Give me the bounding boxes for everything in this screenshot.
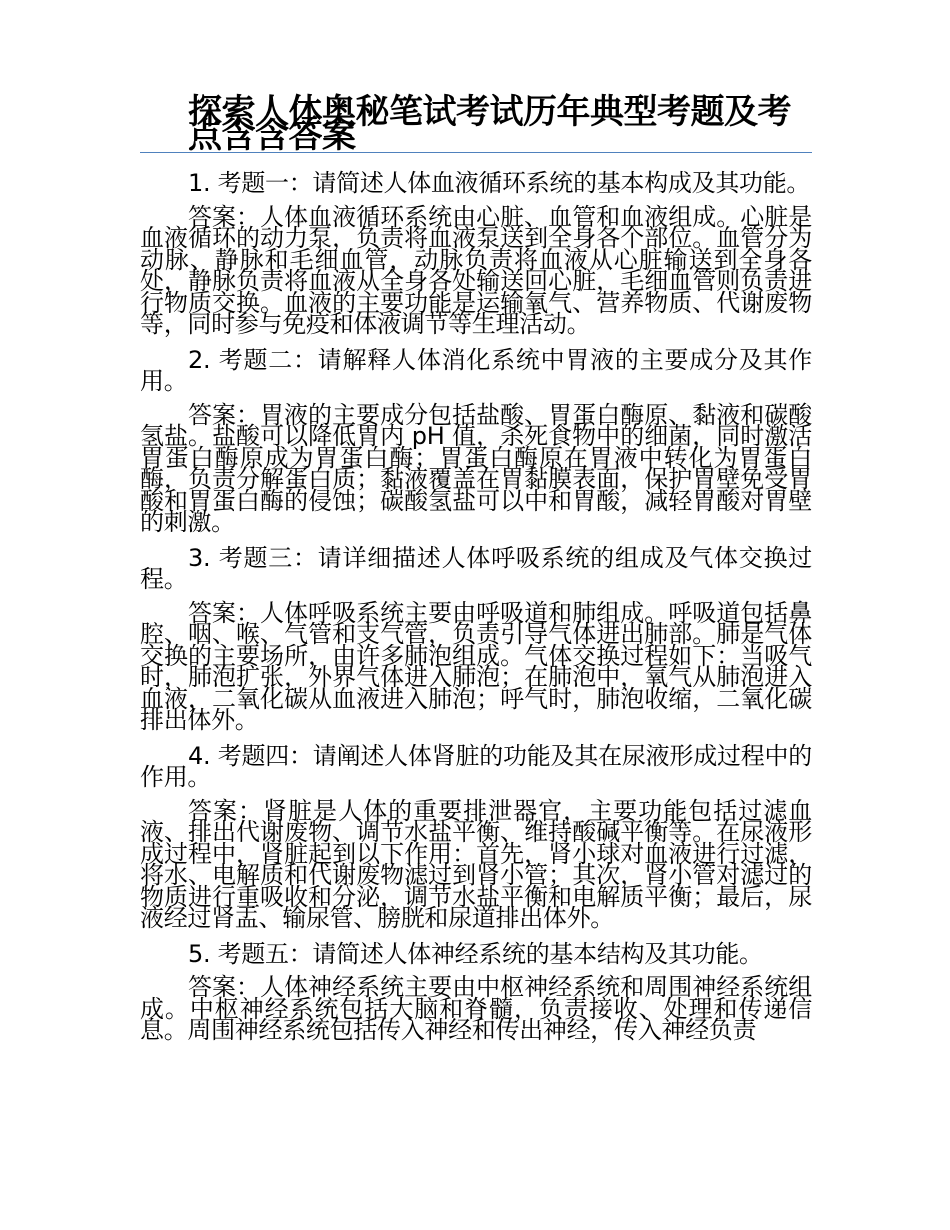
question-3: 3. 考题三：请详细描述人体呼吸系统的组成及气体交换过程。 bbox=[140, 543, 812, 593]
answer-1: 答案：人体血液循环系统由心脏、血管和血液组成。心脏是血液循环的动力泵，负责将血液泵送到全身各个部位。血管分为动脉、静脉和毛细血管，动脉负责将血液从心脏输送到全身各处，静脉负责将血液从全身各处输送回心脏，毛细血管则负责进行物质交换。血液的主要功能是运输氧气、营养物质、代谢废物等，同时参与免疫和体液调节等生理活动。 bbox=[140, 202, 812, 338]
document-page bbox=[140, 92, 812, 1056]
answer-5: 答案：人体神经系统主要由中枢神经系统和周围神经系统组成。中枢神经系统包括大脑和脊髓，负责接收、处理和传递信息。周围神经系统包括传入神经和传出神经，传入神经负责 bbox=[140, 973, 812, 1044]
answer-3: 答案：人体呼吸系统主要由呼吸道和肺组成。呼吸道包括鼻腔、咽、喉、气管和支气管，负责引导气体进出肺部。肺是气体交换的主要场所，由许多肺泡组成。气体交换过程如下：当吸气时，肺泡扩张，外界气体进入肺泡；在肺泡中，氧气从肺泡进入血液，二氧化碳从血液进入肺泡；呼气时，肺泡收缩，二氧化碳排出体外。 bbox=[140, 598, 812, 734]
question-5: 5. 考题五：请简述人体神经系统的基本结构及其功能。 bbox=[188, 939, 763, 968]
answer-4: 答案：肾脏是人体的重要排泄器官，主要功能包括过滤血液、排出代谢废物、调节水盐平衡、维持酸碱平衡等。在尿液形成过程中，肾脏起到以下作用：首先，肾小球对血液进行过滤，将水、电解质和代谢废物滤过到肾小管；其次，肾小管对滤过的物质进行重吸收和分泌，调节水盐平衡和电解质平衡；最后，尿液经过肾盂、输尿管、膀胱和尿道排出体外。 bbox=[140, 796, 812, 932]
question-4: 4. 考题四：请阐述人体肾脏的功能及其在尿液形成过程中的作用。 bbox=[140, 741, 812, 791]
question-1: 1. 考题一：请简述人体血液循环系统的基本构成及其功能。 bbox=[188, 169, 811, 197]
question-2: 2. 考题二：请解释人体消化系统中胃液的主要成分及其作用。 bbox=[140, 345, 812, 395]
document-title: 探索人体奥秘笔试考试历年典型考题及考点含含答案 bbox=[188, 92, 791, 156]
answer-2: 答案：胃液的主要成分包括盐酸、胃蛋白酶原、黏液和碳酸氢盐。盐酸可以降低胃内 pH 值，杀死食物中的细菌，同时激活胃蛋白酶原成为胃蛋白酶；胃蛋白酶原在胃液中转化为胃蛋白酶，负责分解蛋白质；黏液覆盖在胃黏膜表面，保护胃壁免受胃酸和胃蛋白酶的侵蚀；碳酸氢盐可以中和胃酸，减轻胃酸对胃壁的刺激。 bbox=[140, 400, 812, 536]
